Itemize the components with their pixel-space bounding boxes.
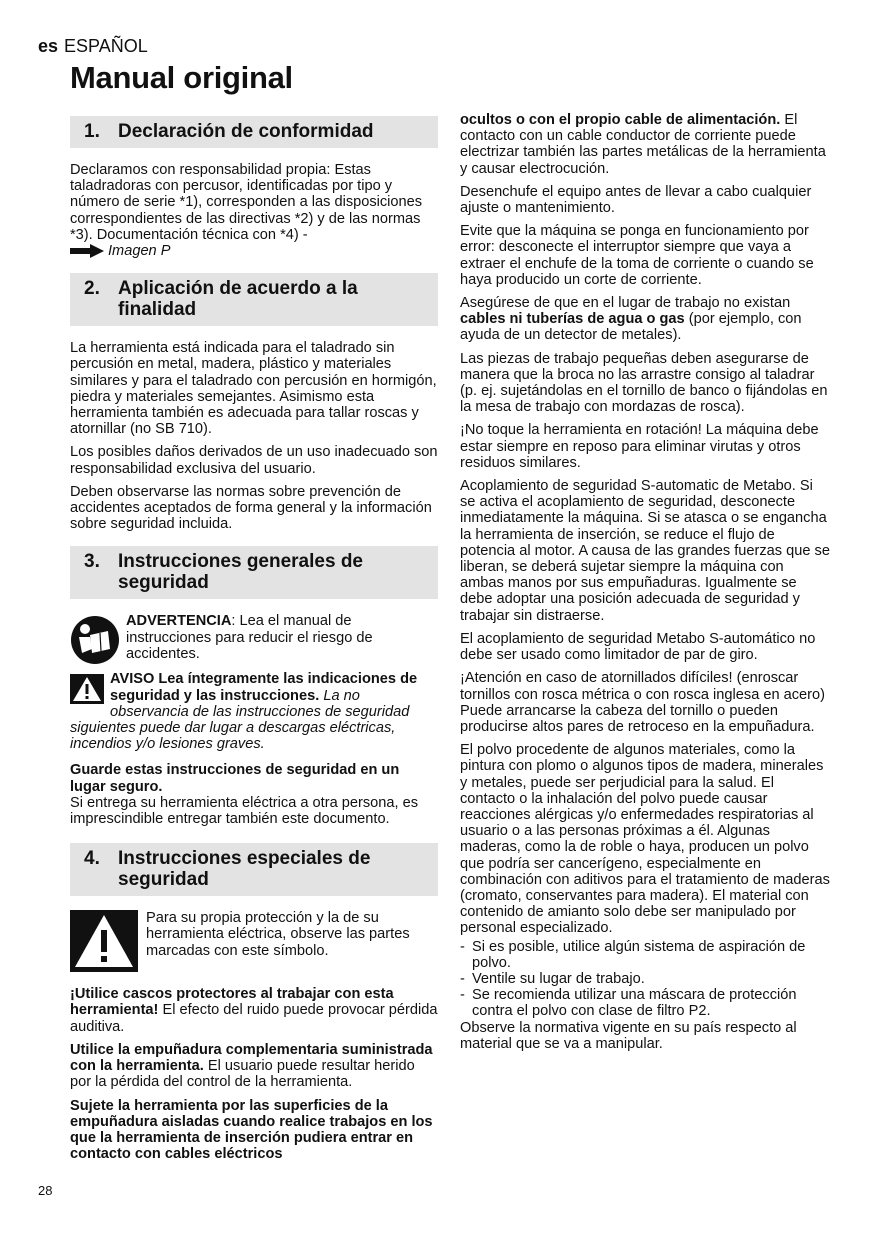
paragraph: Declaramos con responsabilidad propia: Estas taladradoras con percusor, identificadas por tipo y número de serie *1), corresponden a las disposiciones correspondientes de las directivas *2) y de las normas *3). Documentación técnica con *4) - <box>70 162 423 243</box>
paragraph: Asegúrese de que en el lugar de trabajo no existan cables ni tuberías de agua o gas (por ejemplo, con ayuda de un detector de metales). <box>460 295 802 344</box>
section-title: Instrucciones generales de seguridad <box>118 551 363 594</box>
paragraph: Desenchufe el equipo antes de llevar a cabo cualquier ajuste o mantenimiento. <box>460 183 812 217</box>
paragraph: El polvo procedente de algunos materiales, como la pintura con plomo o algunos tipos de madera, minerales y metales, puede ser perjudicial para la salud. El contacto o la inhalación del polvo puede causar reacciones alérgicas y/o enfermedades respiratorias al usuario o a las personas próximas a él. Algunas maderas, como la de roble o haya, producen un polvo que podría ser cancerígeno, especialmente en combinación con aditivos para el tratamiento de maderas (cromato, conservantes para madera). El material con contenido de amianto solo debe ser manipulado por personal especializado. <box>460 742 830 937</box>
page-title: Manual original <box>70 60 293 95</box>
section-number: 4. <box>84 848 100 870</box>
list-item: - Ventile su lugar de trabajo. <box>460 971 830 987</box>
section-heading-4 <box>70 843 438 896</box>
paragraph: ¡Utilice cascos protectores al trabajar con esta herramienta! El efecto del ruido puede provocar pérdida auditiva. <box>70 986 438 1035</box>
paragraph: La herramienta está indicada para el taladrado sin percusión en metal, madera, plástico y materiales similares y para el taladrado con percusión en hormigón, piedra y materiales semejantes. Asimismo esta herramienta también es adecuada para tallar roscas y atornillar (no SB 710). <box>70 340 437 438</box>
language-name: ESPAÑOL <box>64 36 148 56</box>
warning-text: ADVERTENCIA: Lea el manual de instrucciones para reducir el riesgo de accidentes. <box>126 613 373 662</box>
paragraph: Acoplamiento de seguridad S-automatic de Metabo. Si se activa el acoplamiento de seguridad, desconecte inmediatamente la máquina. Si se atasca o se engancha la herramienta de inserción, se reduce el flujo de potencia al motor. A causa de las grandes fuerzas que se liberan, se deberá sujetar siempre la máquina con ambas manos por sus empuñaduras. Igualmente se debe adoptar una posición adecuada de seguridad y trabajar sin distraerse. <box>460 478 830 624</box>
figure-link[interactable]: Imagen P <box>108 243 171 260</box>
section-title: Instrucciones especiales de seguridad <box>118 848 371 891</box>
language-code: es <box>38 36 59 56</box>
list-item: - Se recomienda utilizar una máscara de protección contra el polvo con clase de filtro P2. <box>460 987 830 1019</box>
paragraph: Sujete la herramienta por las superficies de la empuñadura aisladas cuando realice trabajos en los que la herramienta de inserción pudiera entrar en contacto con cables eléctricos <box>70 1097 433 1163</box>
page-number: 28 <box>38 1183 53 1198</box>
arrow-right-icon <box>70 244 104 258</box>
paragraph: ocultos o con el propio cable de alimentación. El contacto con un cable conductor de corriente puede electrizar también las partes metálicas de la herramienta y causar electrocución. <box>460 112 826 177</box>
paragraph: ¡No toque la herramienta en rotación! La máquina debe estar siempre en reposo para eliminar virutas y otros residuos similares. <box>460 422 819 471</box>
section-title: Aplicación de acuerdo a la finalidad <box>118 278 358 321</box>
aviso-paragraph: AVISO Lea íntegramente las indicaciones de seguridad y las instrucciones. La no observancia de las instrucciones de seguridad siguientes puede dar lugar a descargas eléctricas, incendios y/o lesiones graves. <box>70 671 418 753</box>
paragraph: Evite que la máquina se ponga en funcionamiento por error: desconecte el interruptor siempre que vaya a extraer el enchufe de la toma de corriente o cuando se haya producido un corte de corriente. <box>460 223 814 288</box>
symbol-text: Para su propia protección y la de su herramienta eléctrica, observe las partes marcadas con este símbolo. <box>146 910 410 959</box>
list-item: - Si es posible, utilice algún sistema de aspiración de polvo. <box>460 939 830 971</box>
dust-measures-list <box>460 939 830 1020</box>
language-header <box>38 36 148 57</box>
warning-triangle-icon <box>70 674 104 704</box>
read-manual-icon <box>70 615 120 665</box>
section-title: Declaración de conformidad <box>118 121 374 142</box>
left-column <box>70 116 438 1169</box>
section-heading-2 <box>70 273 438 326</box>
paragraph: Deben observarse las normas sobre prevención de accidentes aceptados de forma general y la información sobre seguridad incluida. <box>70 483 432 533</box>
symbol-notice <box>70 910 438 972</box>
paragraph: ¡Atención en caso de atornillados difíciles! (enroscar tornillos con rosca métrica o con rosca inglesa en acero) Puede arrancarse la cabeza del tornillo o pueden producirse altos pares de retroceso en la empuñadura. <box>460 670 826 735</box>
read-manual-notice <box>70 613 438 665</box>
figure-reference <box>70 243 438 259</box>
paragraph: Observe la normativa vigente en su país respecto al material que se va a manipular. <box>460 1019 797 1052</box>
section-number: 1. <box>84 121 100 142</box>
section-number: 2. <box>84 278 100 300</box>
paragraph: Las piezas de trabajo pequeñas deben asegurarse de manera que la broca no las arrastre consigo al taladrar (p. ej. sujetándolas en el tornillo de banco o fijándolas en la mesa de trabajo con mordazas de rosca). <box>460 350 828 416</box>
paragraph: Guarde estas instrucciones de seguridad en un lugar seguro. Si entrega su herramienta eléctrica a otra persona, es imprescindible entregar también este documento. <box>70 762 419 828</box>
paragraph: Los posibles daños derivados de un uso inadecuado son responsabilidad exclusiva del usuario. <box>70 444 438 477</box>
paragraph: El acoplamiento de seguridad Metabo S-automático no debe ser usado como limitador de par de giro. <box>460 630 816 664</box>
warning-triangle-icon <box>70 910 138 972</box>
section-number: 3. <box>84 551 100 573</box>
section-heading-1 <box>70 116 438 148</box>
right-column <box>460 112 830 1059</box>
section-heading-3 <box>70 546 438 599</box>
paragraph: Utilice la empuñadura complementaria suministrada con la herramienta. El usuario puede resultar herido por la pérdida del control de la herramienta. <box>70 1041 433 1091</box>
